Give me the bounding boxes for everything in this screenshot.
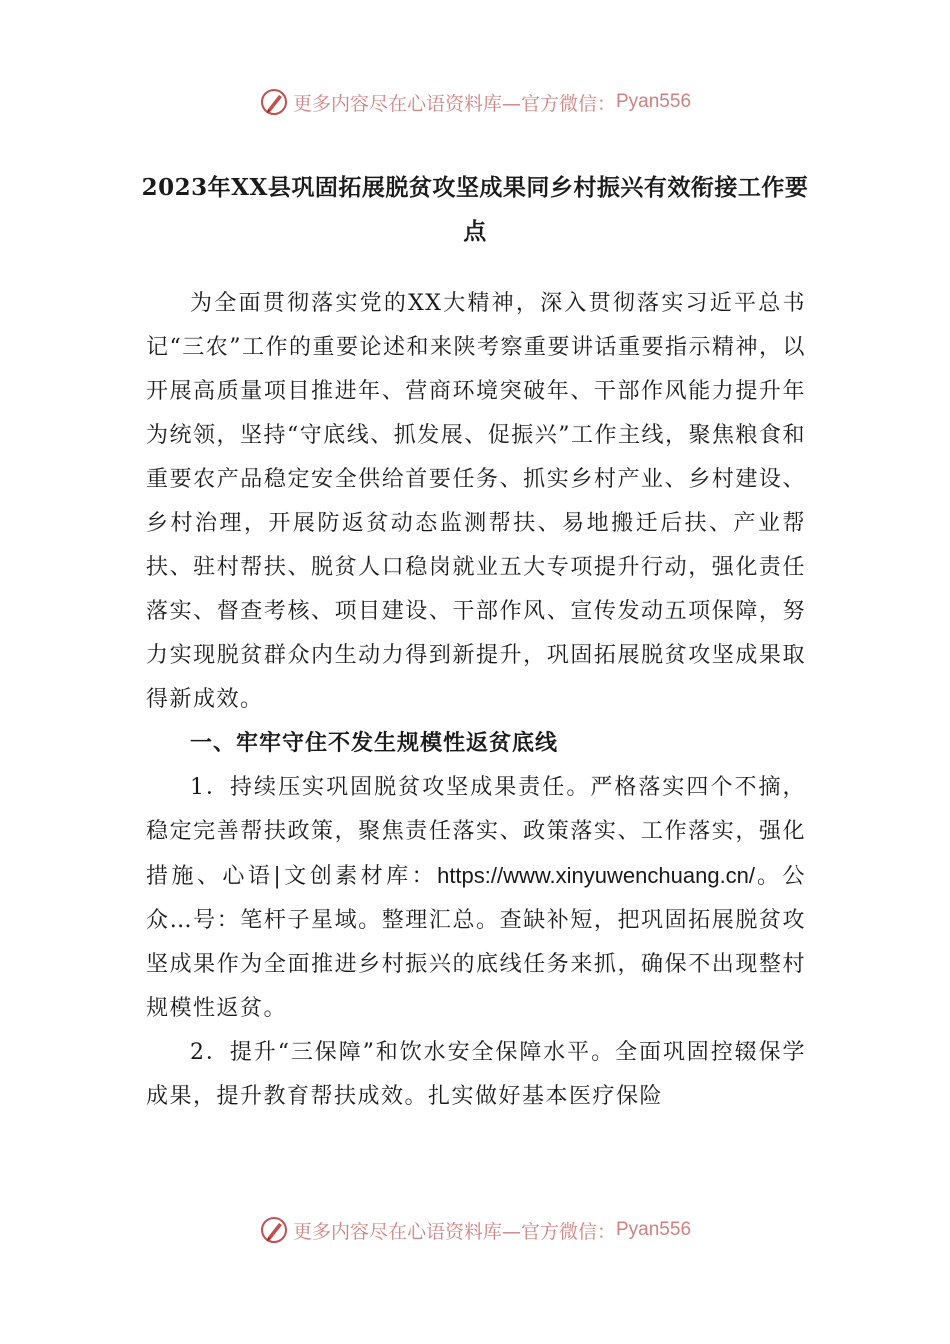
document-body <box>146 282 806 1119</box>
item-1-text-a: 1．持续压实巩固脱贫攻坚成果责任。严格落实四个不摘，稳定完善帮扶政策，聚焦责任落实、政策落实、工作落实，强化措施、心语|文创素材库： <box>146 775 806 889</box>
item-1-paragraph <box>146 766 806 1031</box>
item-2-paragraph: 2．提升“三保障”和饮水安全保障水平。全面巩固控辍保学成果，提升教育帮扶成效。扎实做好基本医疗保险 <box>146 1040 806 1109</box>
watermark-wechat-id: Pyan556 <box>616 91 692 112</box>
watermark-wechat-id: Pyan556 <box>616 1219 692 1240</box>
intro-paragraph: 为全面贯彻落实党的XX大精神，深入贯彻落实习近平总书记“三农”工作的重要论述和来陕考察重要讲话重要指示精神，以开展高质量项目推进年、营商环境突破年、干部作风能力提升年为统领，坚持“守底线、抓发展、促振兴”工作主线，聚焦粮食和重要农产品稳定安全供给首要任务、抓实乡村产业、乡村建设、乡村治理，开展防返贫动态监测帮扶、易地搬迁后扶、产业帮扶、驻村帮扶、脱贫人口稳岗就业五大专项提升行动，强化责任落实、督查考核、项目建设、干部作风、宣传发动五项保障，努力实现脱贫群众内生动力得到新提升，巩固拓展脱贫攻坚成果取得新成效。 <box>146 291 806 712</box>
document-title: 2023年XX县巩固拓展脱贫攻坚成果同乡村振兴有效衔接工作要点 <box>141 174 809 245</box>
item-1-url: https://www.xinyuwenchuang.cn/ <box>437 863 756 888</box>
watermark-text: 更多内容尽在心语资料库—官方微信： <box>292 92 616 115</box>
watermark-text: 更多内容尽在心语资料库—官方微信： <box>292 1220 616 1243</box>
pen-logo-icon <box>259 1215 289 1245</box>
watermark-footer <box>0 1212 950 1248</box>
section-heading-1: 一、牢牢守住不发生规模性返贫底线 <box>190 731 559 756</box>
item-1-text-b: 。公众…号：笔杆子星域。整理汇总。查缺补短，把巩固拓展脱贫攻坚成果作为全面推进乡村振兴的底线任务来抓，确保不出现整村规模性返贫。 <box>146 864 806 1021</box>
watermark-header <box>0 84 950 120</box>
pen-logo-icon <box>259 87 289 117</box>
